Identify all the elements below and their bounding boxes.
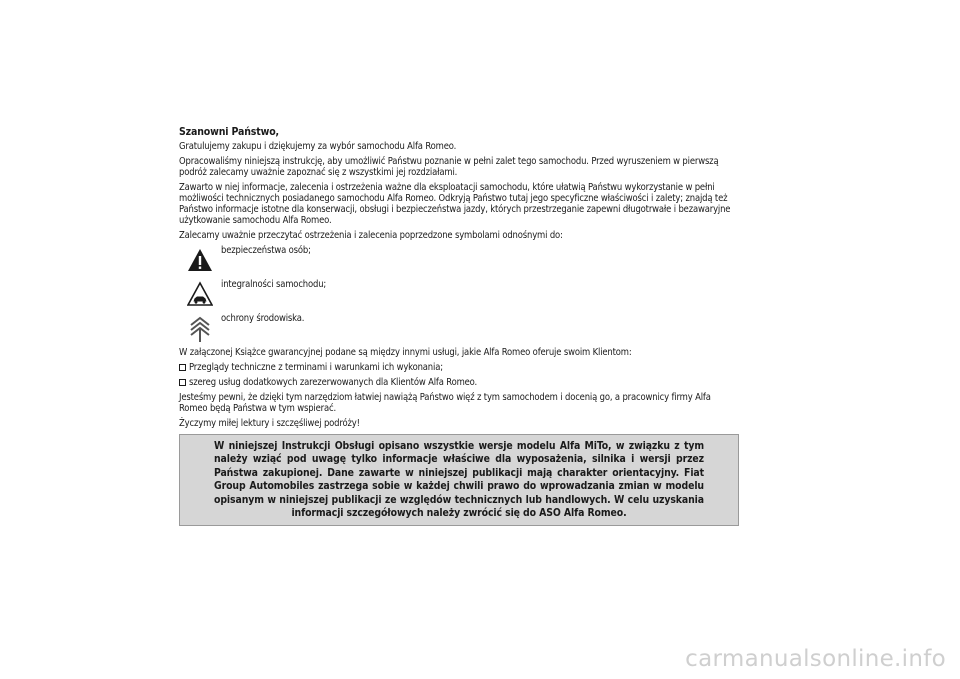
watermark: carmanualsonline.info: [685, 646, 946, 672]
paragraph-closing: Jesteśmy pewni, że dzięki tym narzędziom łatwiej nawiążą Państwo więź z tym samochodem i docenią go, a pracownicy firmy Alfa Romeo będą Państwa w tym wspierać.: [179, 392, 711, 414]
notice-text: W niniejszej Instrukcji Obsługi opisano wszystkie wersje modelu Alfa MiTo, w związku z tym należy wziąć pod uwagę tylko informacje właściwe dla wyposażenia, silnika i wersji przez Państwa zakupionej. Dane zawarte w niniejszej publikacji mają charakter orientacyjny. Fiat Group Automobiles zastrzega sobie w każdej chwili prawo do wprowadzania zmian w modelu opisanym w niniejszej publikacji ze względów technicznych lub handlowych. W celu uzyskania informacji szczegółowych należy zwrócić się do ASO Alfa Romeo.: [214, 440, 704, 520]
paragraph-warranty: W załączonej Książce gwarancyjnej podane są między innymi usługi, jakie Alfa Romeo oferuje swoim Klientom:: [179, 347, 632, 358]
symbol-row-vehicle: [179, 279, 739, 313]
greeting: Szanowni Państwo,: [179, 126, 279, 138]
list-item: szereg usług dodatkowych zarezerwowanych dla Klientów Alfa Romeo.: [179, 377, 739, 388]
list-item: Przeglądy techniczne z terminami i warunkami ich wykonania;: [179, 362, 739, 373]
symbol-label-environment: ochrony środowiska.: [221, 313, 305, 324]
paragraph-contents: Zawarto w niej informacje, zalecenia i ostrzeżenia ważne dla eksploatacji samochodu, które ułatwią Państwu wykorzystanie w pełni możliwości technicznych posiadanego samochodu Alfa Romeo. Odkryją Państwo tutaj jego specyficzne właściwości i zalety; znajdą też Państwo informacje istotne dla konserwacji, obsługi i bezpieczeństwa jazdy, których przestrzeganie zapewni długotrwałe i bezawaryjne użytkowanie samochodu Alfa Romeo.: [179, 182, 731, 226]
symbol-label-safety: bezpieczeństwa osób;: [221, 245, 311, 256]
paragraph-intro: Gratulujemy zakupu i dziękujemy za wybór samochodu Alfa Romeo.: [179, 141, 457, 152]
checkbox-bullet-icon: [179, 364, 186, 371]
symbol-label-vehicle: integralności samochodu;: [221, 279, 327, 290]
paragraph-wishes: Życzymy miłej lektury i szczęśliwej podróży!: [179, 418, 360, 429]
tree-icon: [187, 315, 213, 341]
warning-triangle-icon: [187, 247, 213, 273]
symbol-row-environment: [179, 313, 739, 347]
checkbox-bullet-icon: [179, 379, 186, 386]
notice-box: [179, 434, 739, 526]
car-triangle-icon: [187, 281, 213, 307]
paragraph-manual-purpose: Opracowaliśmy niniejszą instrukcję, aby umożliwić Państwu poznanie w pełni zalet tego samochodu. Przed wyruszeniem w pierwszą podróż zalecamy uważnie zapoznać się z wszystkimi jej rozdziałami.: [179, 156, 719, 178]
letter-body: [179, 127, 739, 433]
symbol-row-safety: [179, 245, 739, 279]
paragraph-symbols-intro: Zalecamy uważnie przeczytać ostrzeżenia i zalecenia poprzedzone symbolami odnośnymi do:: [179, 230, 563, 241]
